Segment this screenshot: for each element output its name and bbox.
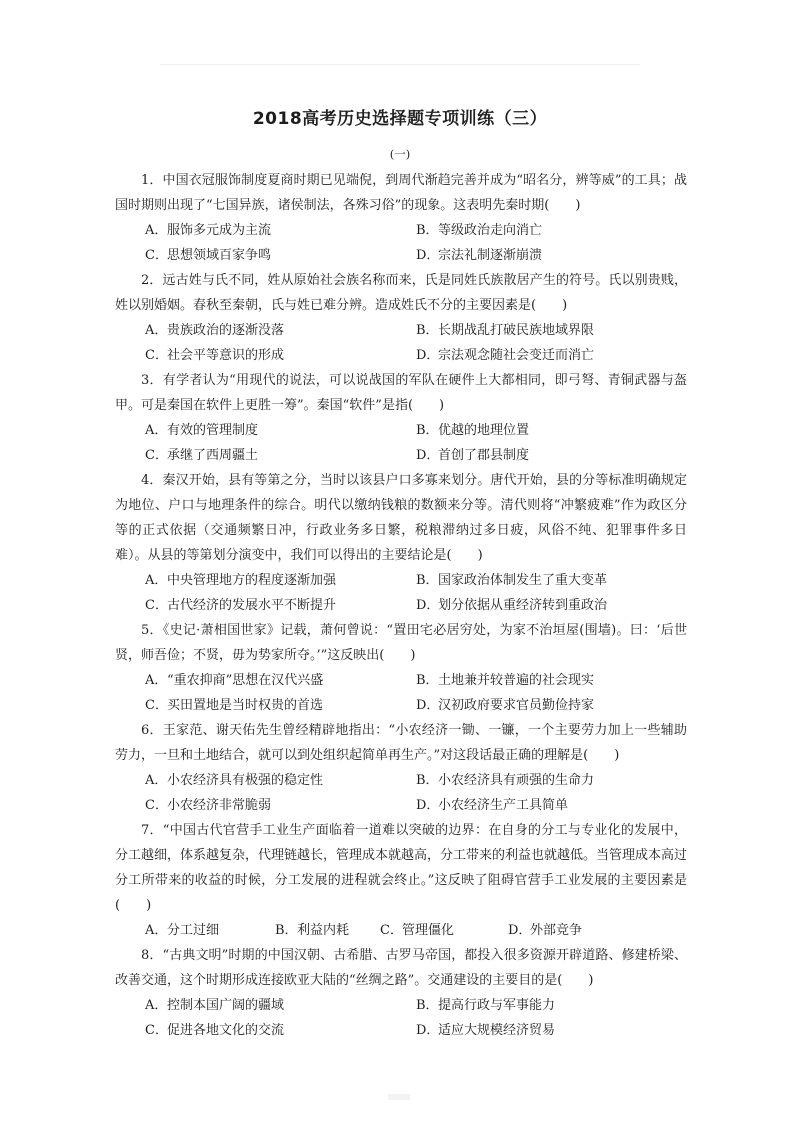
- option-label: D．: [416, 1023, 440, 1038]
- option-text: 优越的地理位置: [438, 423, 530, 438]
- option-label: A．: [145, 998, 168, 1013]
- question-3: [115, 368, 687, 468]
- option-text: 宗法观念随社会变迁而消亡: [438, 348, 595, 363]
- option-label: B．: [416, 773, 439, 788]
- option-label: A．: [145, 423, 168, 438]
- option-text: 划分依据从重经济转到重政治: [438, 598, 608, 613]
- question-4: [115, 468, 687, 618]
- option-group: [115, 993, 687, 1043]
- option-label: D．: [416, 248, 440, 263]
- option-b[interactable]: [416, 318, 687, 343]
- option-text: 中央管理地方的程度逐渐加强: [167, 573, 337, 588]
- option-a[interactable]: [145, 418, 416, 443]
- option-text: 小农经济生产工具简单: [438, 798, 569, 813]
- option-label: C．: [380, 923, 403, 938]
- option-b[interactable]: [416, 418, 687, 443]
- option-c[interactable]: [145, 443, 416, 468]
- option-group: [115, 568, 687, 618]
- option-label: A．: [145, 923, 168, 938]
- option-text: 长期战乱打破民族地域界限: [438, 323, 595, 338]
- option-text: 服饰多元成为主流: [167, 223, 272, 238]
- question-6: [115, 718, 687, 818]
- option-text: 贵族政治的逐渐没落: [167, 323, 285, 338]
- option-b[interactable]: [416, 668, 687, 693]
- question-text: 8．“古典文明”时期的中国汉朝、古希腊、古罗马帝国，都投入很多资源开辟道路、修建桥梁、改善交通，这个时期形成连接欧亚大陆的“丝绸之路”。交通建设的主要目的是( ): [115, 948, 687, 988]
- option-label: B．: [275, 923, 298, 938]
- option-text: 承继了西周疆土: [167, 448, 259, 463]
- option-label: B．: [416, 223, 439, 238]
- option-a[interactable]: [145, 668, 416, 693]
- question-text: 1．中国衣冠服饰制度夏商时期已见端倪，到周代渐趋完善并成为“昭名分，辨等威”的工具；战国时期则出现了“七国异族，诸侯制法，各殊习俗”的现象。这表明先秦时期( ): [115, 173, 687, 213]
- option-text: 提高行政与军事能力: [438, 998, 556, 1013]
- question-7: [115, 818, 687, 943]
- question-5: [115, 618, 687, 718]
- option-d[interactable]: [416, 793, 687, 818]
- page-title: 2018高考历史选择题专项训练（三）: [252, 109, 548, 129]
- option-d[interactable]: [416, 593, 687, 618]
- option-d[interactable]: [416, 693, 687, 718]
- option-text: 小农经济具有极强的稳定性: [167, 773, 324, 788]
- question-2: [115, 268, 687, 368]
- option-text: 促进各地文化的交流: [167, 1023, 285, 1038]
- option-a[interactable]: [145, 993, 416, 1018]
- option-d[interactable]: [416, 243, 687, 268]
- option-label: D．: [416, 448, 440, 463]
- option-text: 管理僵化: [402, 923, 455, 938]
- option-text: 社会平等意识的形成: [167, 348, 285, 363]
- option-text: 分工过细: [167, 923, 220, 938]
- option-label: A．: [145, 673, 168, 688]
- option-a[interactable]: [145, 918, 275, 943]
- option-c[interactable]: [145, 793, 416, 818]
- option-label: B．: [416, 323, 439, 338]
- option-text: 汉初政府要求官员勤俭持家: [438, 698, 595, 713]
- option-label: B．: [416, 673, 439, 688]
- option-d[interactable]: [416, 1018, 687, 1043]
- option-label: B．: [416, 573, 439, 588]
- option-label: D．: [416, 598, 440, 613]
- option-text: 控制本国广阔的疆域: [167, 998, 285, 1013]
- option-c[interactable]: [145, 1018, 416, 1043]
- option-d[interactable]: [416, 343, 687, 368]
- header-rule: [160, 64, 640, 65]
- option-label: C．: [145, 698, 168, 713]
- option-b[interactable]: [416, 568, 687, 593]
- option-label: D．: [508, 923, 532, 938]
- option-text: 思想领域百家争鸣: [167, 248, 272, 263]
- option-text: 宗法礼制逐渐崩溃: [438, 248, 543, 263]
- option-text: 等级政治走向消亡: [438, 223, 543, 238]
- option-a[interactable]: [145, 568, 416, 593]
- option-label: A．: [145, 323, 168, 338]
- question-text: 6．王家范、谢天佑先生曾经精辟地指出：“小农经济一锄、一镰，一个主要劳力加上一些辅助劳力，一旦和土地结合，就可以到处组织起简单再生产。”对这段话最正确的理解是( ): [115, 723, 687, 763]
- option-label: B．: [416, 998, 439, 1013]
- option-d[interactable]: [508, 918, 687, 943]
- option-c[interactable]: [380, 918, 508, 943]
- option-text: 首创了郡县制度: [438, 448, 530, 463]
- option-label: C．: [145, 348, 168, 363]
- option-text: 小农经济非常脆弱: [167, 798, 272, 813]
- option-group: [115, 218, 687, 268]
- option-c[interactable]: [145, 693, 416, 718]
- option-c[interactable]: [145, 343, 416, 368]
- option-label: D．: [416, 698, 440, 713]
- option-label: C．: [145, 448, 168, 463]
- option-a[interactable]: [145, 218, 416, 243]
- option-b[interactable]: [416, 768, 687, 793]
- option-text: 小农经济具有顽强的生命力: [438, 773, 595, 788]
- option-label: A．: [145, 573, 168, 588]
- option-a[interactable]: [145, 768, 416, 793]
- option-label: C．: [145, 1023, 168, 1038]
- question-8: [115, 943, 687, 1043]
- option-group: [115, 768, 687, 818]
- option-group: [115, 668, 687, 718]
- option-label: B．: [416, 423, 439, 438]
- option-text: 适应大规模经济贸易: [438, 1023, 556, 1038]
- option-b[interactable]: [416, 993, 687, 1018]
- question-list: [115, 168, 687, 1043]
- option-b[interactable]: [416, 218, 687, 243]
- option-text: 买田置地是当时权贵的首选: [167, 698, 324, 713]
- option-text: “重农抑商”思想在汉代兴盛: [167, 673, 324, 688]
- question-text: 4．秦汉开始，县有等第之分，当时以该县户口多寡来划分。唐代开始，县的分等标准明确规定为地位、户口与地理条件的综合。明代以缴纳钱粮的数额来分等。清代则将“冲繁疲难”作为政区分等的正式依据（交通频繁日冲，行政业务多日繁，税粮滞纳过多日疲，风俗不纯、犯罪事件多日难）。从县的等第划分演变中，我们可以得出的主要结论是( ): [115, 473, 687, 563]
- option-label: A．: [145, 773, 168, 788]
- option-text: 土地兼并较普遍的社会现实: [438, 673, 595, 688]
- option-label: C．: [145, 248, 168, 263]
- option-label: A．: [145, 223, 168, 238]
- option-text: 有效的管理制度: [167, 423, 259, 438]
- section-label: (一): [389, 147, 411, 161]
- option-c[interactable]: [145, 243, 416, 268]
- option-group: [115, 918, 687, 943]
- option-text: 古代经济的发展水平不断提升: [167, 598, 337, 613]
- question-text: 7．“中国古代官营手工业生产面临着一道难以突破的边界：在自身的分工与专业化的发展中，分工越细，体系越复杂，代理链越长，管理成本就越高，分工带来的利益也就越低。当管理成本高过分工所带来的收益的时候，分工发展的进程就会终止。”这反映了阻碍官营手工业发展的主要因素是( ): [115, 823, 688, 913]
- option-a[interactable]: [145, 318, 416, 343]
- question-text: 3．有学者认为“用现代的说法，可以说战国的军队在硬件上大都相同，即弓弩、青铜武器与盔甲。可是秦国在软件上更胜一筹”。秦国“软件”是指( ): [115, 373, 687, 413]
- option-b[interactable]: [275, 918, 380, 943]
- option-text: 外部竞争: [530, 923, 583, 938]
- question-text: 5．《史记·萧相国世家》记载，萧何曾说：“置田宅必居穷处，为家不治垣屋(围墙)。曰：‘后世贤，师吾俭；不贤，毋为势家所夺。’”这反映出( ): [115, 623, 687, 663]
- option-label: D．: [416, 798, 440, 813]
- option-text: 国家政治体制发生了重大变革: [438, 573, 608, 588]
- option-label: C．: [145, 598, 168, 613]
- question-text: 2．远古姓与氏不同，姓从原始社会族名称而来，氏是同姓氏族散居产生的符号。氏以别贵贱，姓以别婚姻。春秋至秦朝，氏与姓已难分辨。造成姓氏不分的主要因素是( ): [115, 273, 687, 313]
- option-text: 利益内耗: [297, 923, 350, 938]
- option-label: C．: [145, 798, 168, 813]
- question-1: [115, 168, 687, 268]
- option-group: [115, 418, 687, 468]
- option-group: [115, 318, 687, 368]
- option-c[interactable]: [145, 593, 416, 618]
- footer-watermark-mark: [388, 1094, 410, 1100]
- option-label: D．: [416, 348, 440, 363]
- option-d[interactable]: [416, 443, 687, 468]
